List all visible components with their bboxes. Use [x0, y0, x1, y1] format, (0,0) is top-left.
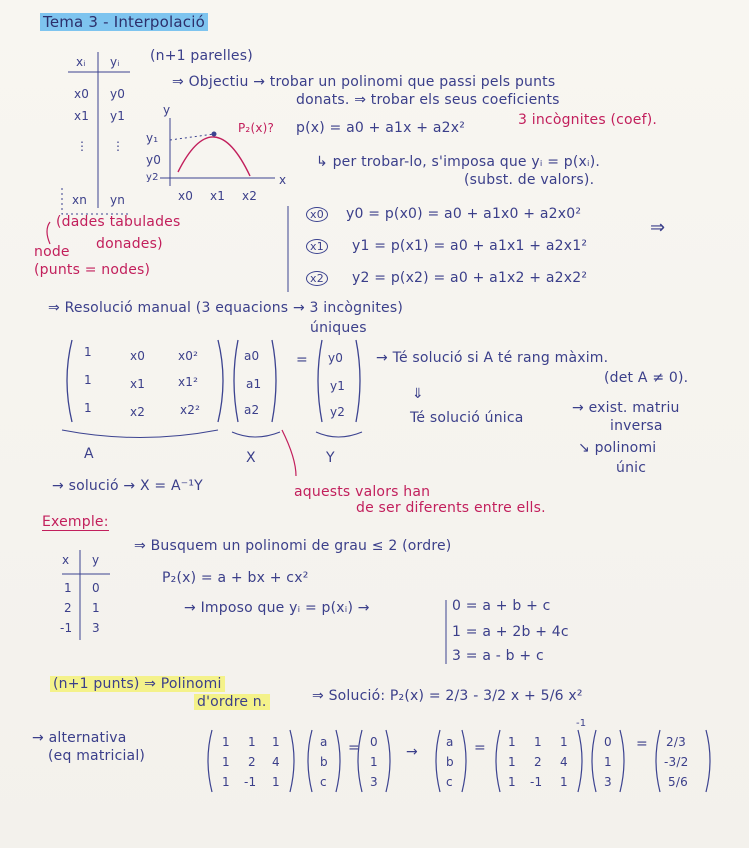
- graph-tick: y₁: [146, 131, 159, 145]
- system-node: x1: [306, 238, 328, 255]
- system-node: x0: [306, 206, 328, 223]
- node-note-1: node: [34, 244, 70, 260]
- arrow-icon: →: [406, 744, 418, 760]
- order-note: d'ordre n.: [194, 694, 270, 710]
- alt-matrix-cell: 1: [508, 775, 516, 789]
- alt-matrix-cell: 1: [508, 735, 516, 749]
- vector-y-cell: y0: [328, 351, 344, 365]
- unique-poly-1: ↘ polinomi: [578, 440, 657, 456]
- matrix-a-cell: 1: [84, 345, 92, 359]
- vector-x-cell: a2: [244, 403, 260, 417]
- solution-formula: → solució → X = A⁻¹Y: [52, 478, 203, 494]
- alt-abc-cell: a: [446, 735, 454, 749]
- alt-abc-cell: b: [446, 755, 454, 769]
- impose-example: → Imposo que yᵢ = p(xᵢ) →: [184, 600, 370, 616]
- example-label: Exemple:: [42, 514, 109, 530]
- alt-abc-cell: a: [320, 735, 328, 749]
- alt-abc-cell: c: [446, 775, 453, 789]
- alt-result-cell: 2/3: [666, 735, 686, 749]
- alt-matrix-cell: 2: [534, 755, 542, 769]
- alt-result-cell: -3/2: [664, 755, 689, 769]
- system-arrow: ⇒: [650, 217, 666, 238]
- system-equation: y0 = p(x0) = a0 + a1x0 + a2x0²: [346, 206, 582, 222]
- example-table-cell: 3: [92, 621, 100, 635]
- unique-solution: Té solució única: [410, 410, 524, 426]
- polynomial-equation: p(x) = a0 + a1x + a2x²: [296, 120, 466, 136]
- equals-sign: =: [636, 736, 648, 752]
- unique-word: úniques: [310, 320, 367, 336]
- graph-tick: x1: [210, 189, 226, 203]
- example-table-cell: -1: [60, 621, 73, 635]
- manual-resolution: ⇒ Resolució manual (3 equacions → 3 incògnites): [48, 300, 404, 316]
- table1-header-y: yᵢ: [110, 55, 120, 69]
- inverse-note-2: inversa: [610, 418, 663, 434]
- graph-tick: x2: [242, 189, 258, 203]
- table1-cell: y1: [110, 109, 126, 123]
- impose-line-2: (subst. de valors).: [464, 172, 595, 188]
- alt-rhs-cell: 1: [604, 755, 612, 769]
- alt-matrix-cell: 1: [534, 735, 542, 749]
- objective-line-1: ⇒ Objectiu → trobar un polinomi que passi pels punts: [172, 74, 556, 90]
- down-arrow-icon: ⇓: [412, 386, 424, 402]
- example-solution: ⇒ Solució: P₂(x) = 2/3 - 3/2 x + 5/6 x²: [312, 688, 583, 704]
- tabulated-note-2: donades): [96, 236, 163, 252]
- tabulated-note-1: (dades tabulades: [56, 214, 181, 230]
- alt-rhs-cell: 3: [604, 775, 612, 789]
- example-table-cell: 1: [92, 601, 100, 615]
- graph-y-axis: y: [163, 103, 171, 117]
- table1-cell: x0: [74, 87, 90, 101]
- inverse-note-1: → exist. matriu: [572, 400, 680, 416]
- label-a: A: [84, 446, 94, 462]
- inverse-exponent: -1: [576, 718, 587, 729]
- matrix-a-cell: x0: [130, 349, 146, 363]
- system-equation: y2 = p(x2) = a0 + a1x2 + a2x2²: [352, 270, 588, 286]
- alt-matrix-cell: 1: [248, 735, 256, 749]
- search-line: ⇒ Busquem un polinomi de grau ≤ 2 (ordre): [134, 538, 452, 554]
- npoints-note: (n+1 punts) ⇒ Polinomi: [50, 676, 225, 692]
- table1-cell: x1: [74, 109, 90, 123]
- table1-cell: y0: [110, 87, 126, 101]
- example-table-header: y: [92, 553, 100, 567]
- table1-cell: xn: [72, 193, 88, 207]
- example-system-eq: 3 = a - b + c: [452, 648, 544, 664]
- pairs-note: (n+1 parelles): [150, 48, 253, 64]
- alt-matrix-cell: 1: [560, 735, 568, 749]
- equals-sign: =: [296, 352, 308, 368]
- table1-cell: yn: [110, 193, 126, 207]
- alt-matrix-cell: 1: [222, 735, 230, 749]
- vector-x-cell: a0: [244, 349, 260, 363]
- graph-tick: y0: [146, 153, 162, 167]
- alt-matrix-cell: 1: [272, 775, 280, 789]
- example-table-cell: 2: [64, 601, 72, 615]
- unknowns-note: 3 incògnites (coef).: [518, 112, 658, 128]
- alt-rhs-cell: 0: [604, 735, 612, 749]
- alt-matrix-cell: 2: [248, 755, 256, 769]
- alt-rhs-cell: 0: [370, 735, 378, 749]
- matrix-a-cell: x1: [130, 377, 146, 391]
- vector-y-cell: y2: [330, 405, 346, 419]
- graph-tick: y2: [146, 172, 159, 183]
- equals-sign: =: [348, 740, 360, 756]
- example-table-cell: 0: [92, 581, 100, 595]
- vector-x-cell: a1: [246, 377, 262, 391]
- table1-header-x: xᵢ: [76, 55, 86, 69]
- alt-matrix-cell: -1: [244, 775, 257, 789]
- example-table-header: x: [62, 553, 70, 567]
- matrix-a-cell: 1: [84, 373, 92, 387]
- determinant-note: (det A ≠ 0).: [604, 370, 689, 386]
- table1-cell: ⋮: [76, 139, 89, 153]
- alt-matrix-cell: 1: [222, 775, 230, 789]
- alt-matrix-cell: -1: [530, 775, 543, 789]
- curve-label: P₂(x)?: [238, 121, 275, 135]
- values-note-1: aquests valors han: [294, 484, 431, 500]
- example-table-cell: 1: [64, 581, 72, 595]
- alt-abc-cell: b: [320, 755, 328, 769]
- impose-line-1: ↳ per trobar-lo, s'imposa que yᵢ = p(xᵢ).: [316, 154, 601, 170]
- solution-condition: → Té solució si A té rang màxim.: [376, 350, 609, 366]
- alt-abc-cell: c: [320, 775, 327, 789]
- system-equation: y1 = p(x1) = a0 + a1x1 + a2x1²: [352, 238, 588, 254]
- p2-definition: P₂(x) = a + bx + cx²: [162, 570, 309, 586]
- alt-matrix-cell: 1: [560, 775, 568, 789]
- alt-rhs-cell: 3: [370, 775, 378, 789]
- alt-matrix-cell: 1: [508, 755, 516, 769]
- example-system-eq: 1 = a + 2b + 4c: [452, 624, 569, 640]
- matrix-a-cell: x2²: [180, 403, 201, 417]
- matrix-a-cell: x2: [130, 405, 146, 419]
- unique-poly-2: únic: [616, 460, 647, 476]
- label-x: X: [246, 450, 256, 466]
- matrix-a-cell: x0²: [178, 349, 199, 363]
- node-note-2: (punts = nodes): [34, 262, 151, 278]
- objective-line-2: donats. ⇒ trobar els seus coeficients: [296, 92, 560, 108]
- table1-cell: ⋮: [112, 139, 125, 153]
- alt-matrix-cell: 4: [560, 755, 568, 769]
- graph-tick: x0: [178, 189, 194, 203]
- alt-matrix-cell: 1: [222, 755, 230, 769]
- alt-matrix-cell: 1: [272, 735, 280, 749]
- alt-result-cell: 5/6: [668, 775, 688, 789]
- alt-rhs-cell: 1: [370, 755, 378, 769]
- matrix-a-cell: x1²: [178, 375, 199, 389]
- alt-matrix-cell: 4: [272, 755, 280, 769]
- vector-y-cell: y1: [330, 379, 346, 393]
- system-node: x2: [306, 270, 328, 287]
- equals-sign: =: [474, 740, 486, 756]
- label-y: Y: [326, 450, 335, 466]
- page-title: Tema 3 - Interpolació: [40, 14, 208, 30]
- graph-x-axis: x: [279, 173, 287, 187]
- alternative-1: → alternativa: [32, 730, 127, 746]
- example-system-eq: 0 = a + b + c: [452, 598, 551, 614]
- values-note-2: de ser diferents entre ells.: [356, 500, 546, 516]
- matrix-a-cell: 1: [84, 401, 92, 415]
- alternative-2: (eq matricial): [48, 748, 146, 764]
